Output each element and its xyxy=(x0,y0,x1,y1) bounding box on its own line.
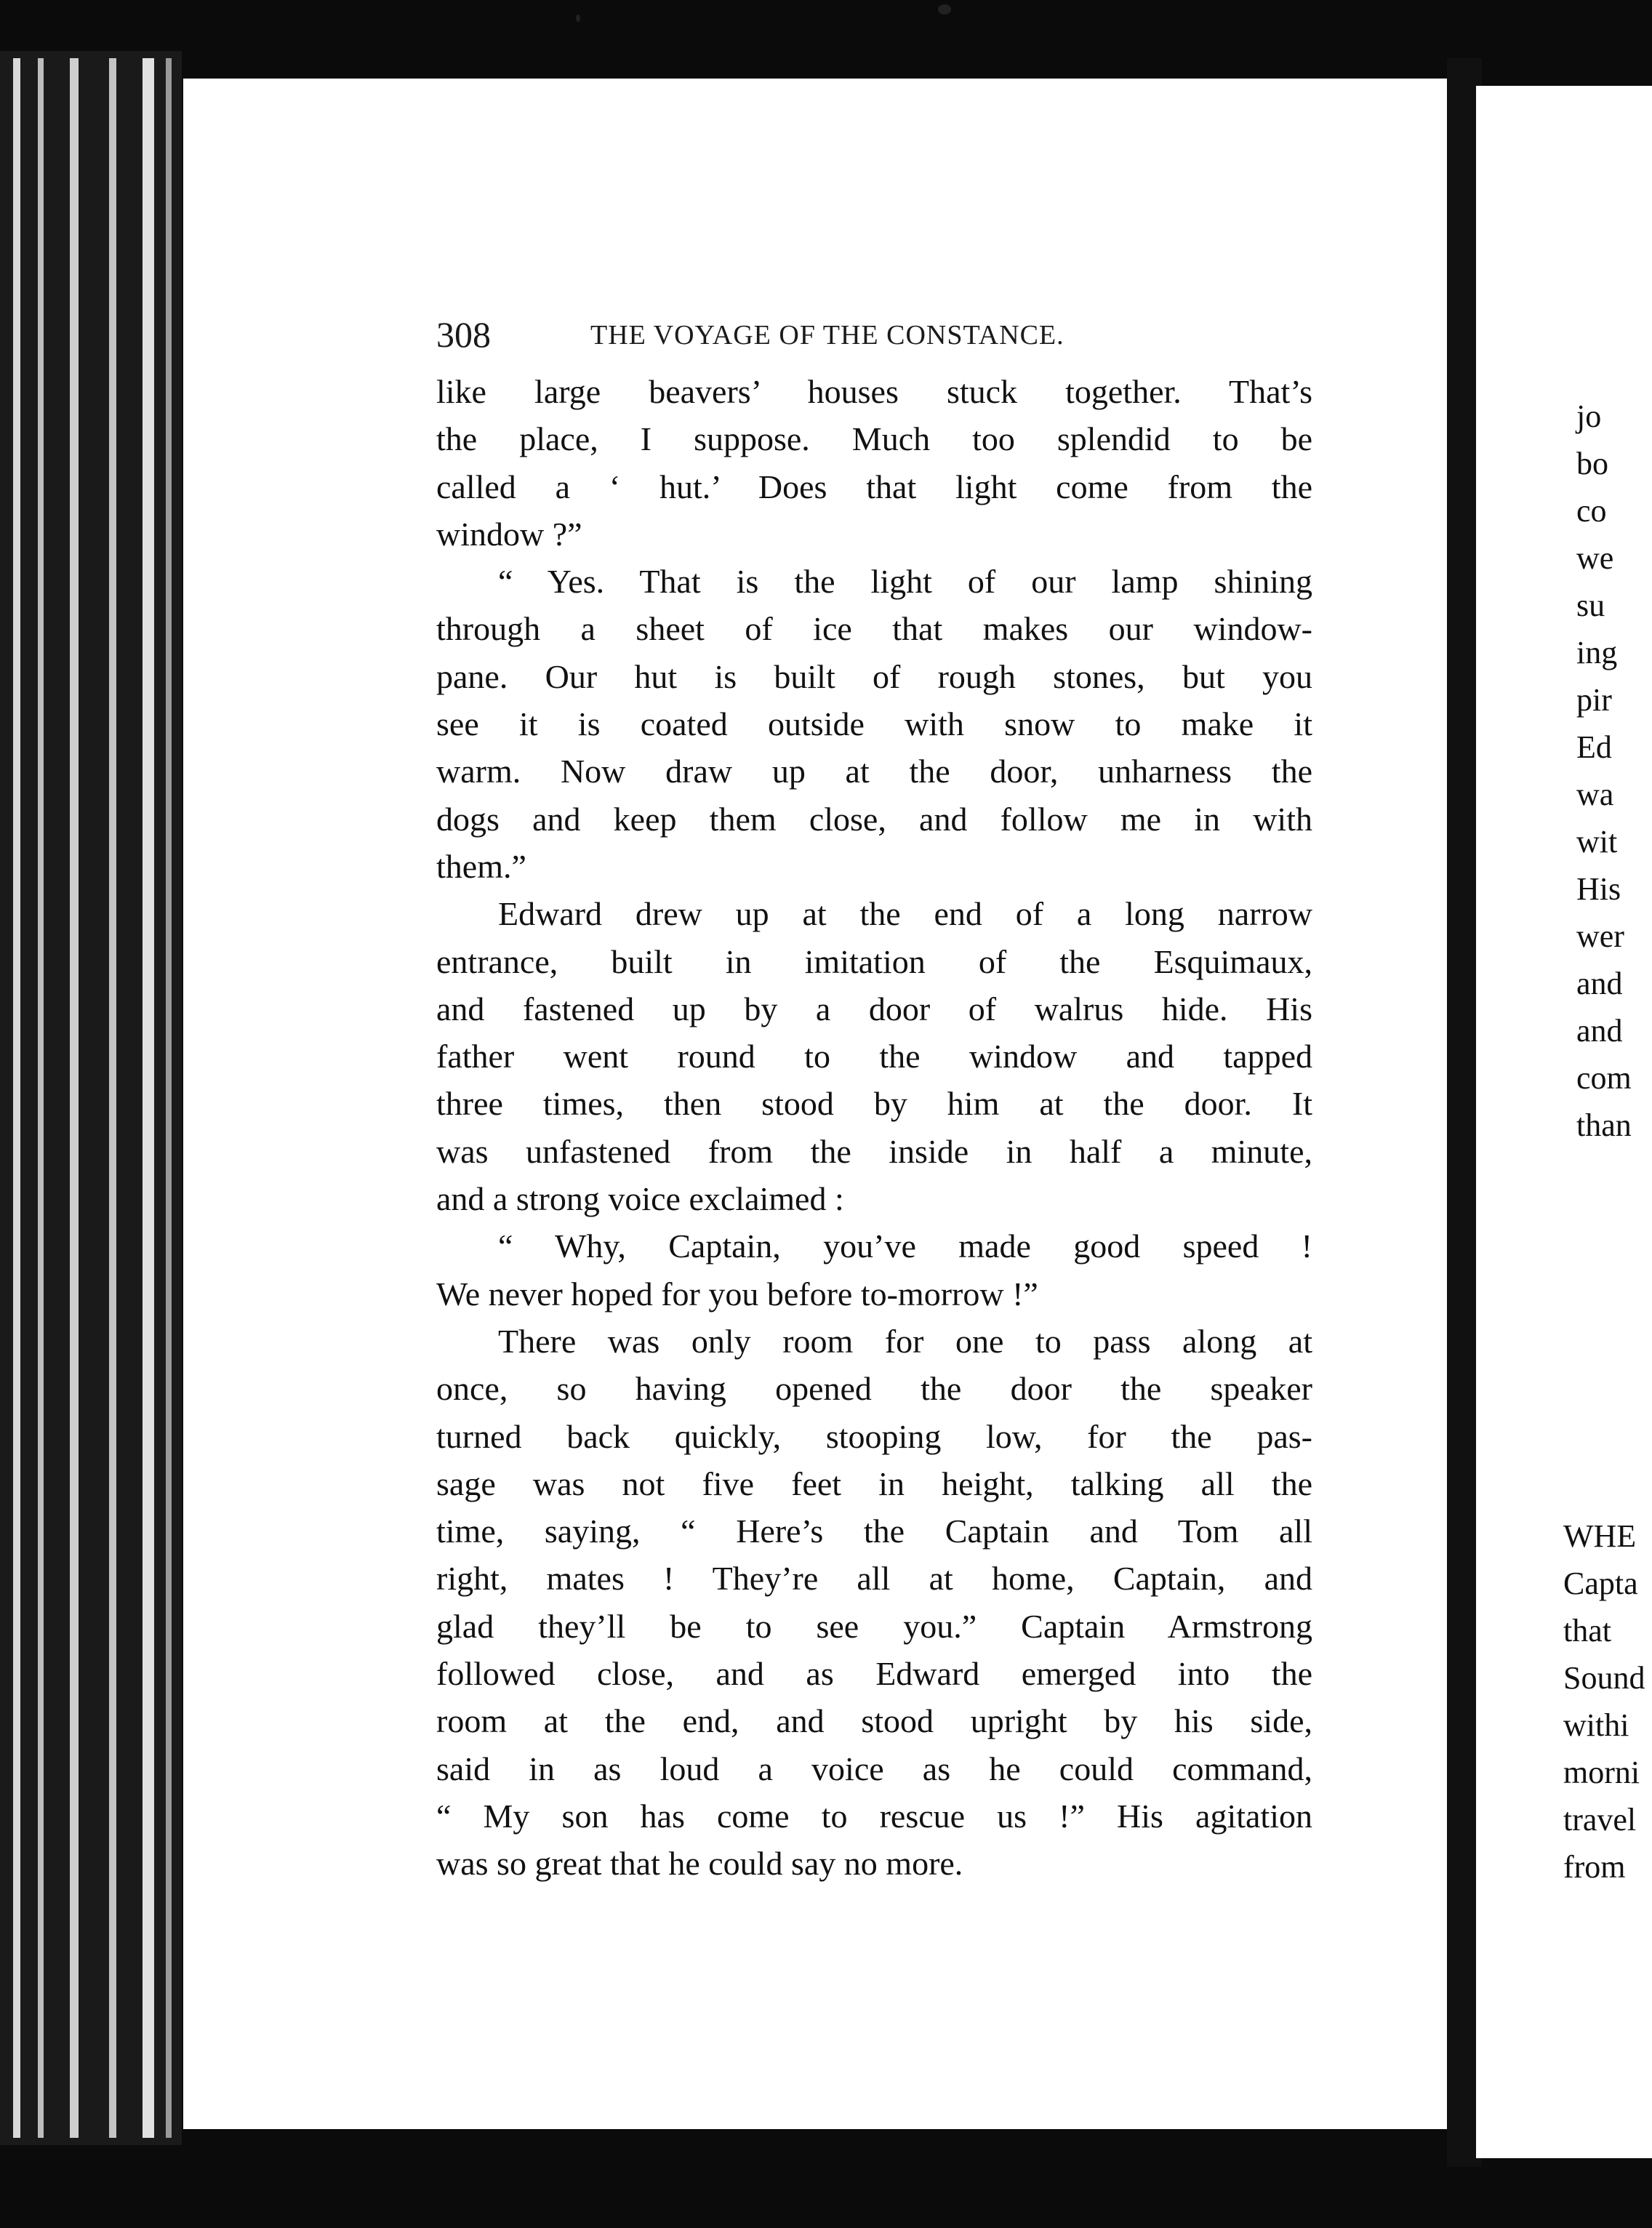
right-text-line: bo xyxy=(1576,446,1608,481)
text-line: was unfastened from the inside in half a minute, xyxy=(436,1132,1312,1170)
right-text-line: pir xyxy=(1576,682,1612,718)
right-text-line: ing xyxy=(1576,635,1618,670)
right-text-line: and xyxy=(1576,1013,1623,1049)
ink-speck xyxy=(938,4,951,15)
text-line: There was only room for one to pass along at xyxy=(498,1322,1312,1360)
text-line: called a ‘ hut.’ Does that light come from the xyxy=(436,468,1312,505)
right-text-line: from xyxy=(1563,1849,1626,1885)
text-line: Edward drew up at the end of a long narrow xyxy=(498,895,1312,933)
right-text-line: Ed xyxy=(1576,729,1612,765)
body-text xyxy=(436,368,1312,1888)
ink-speck xyxy=(576,15,580,22)
right-text-line: su xyxy=(1576,588,1605,623)
text-line: them.” xyxy=(436,847,526,885)
right-text-line: that xyxy=(1563,1613,1611,1648)
text-line: window ?” xyxy=(436,515,582,553)
right-text-line: co xyxy=(1576,493,1607,529)
text-line: entrance, built in imitation of the Esquimaux, xyxy=(436,942,1312,980)
text-line: once, so having opened the door the speaker xyxy=(436,1370,1312,1408)
right-text-line: jo xyxy=(1576,398,1602,434)
right-text-line: wit xyxy=(1576,824,1618,859)
page-edge xyxy=(109,58,116,2138)
text-line: father went round to the window and tapped xyxy=(436,1038,1312,1075)
text-line: three times, then stood by him at the door. It xyxy=(436,1085,1312,1123)
right-text-line: com xyxy=(1576,1060,1632,1096)
text-line: followed close, and as Edward emerged into the xyxy=(436,1655,1312,1693)
page-header xyxy=(436,313,1312,356)
text-line: warm. Now draw up at the door, unharness the xyxy=(436,753,1312,790)
page-edge xyxy=(38,58,44,2138)
right-text-line: than xyxy=(1576,1107,1632,1143)
text-line: see it is coated outside with snow to make it xyxy=(436,705,1312,743)
right-text-line: His xyxy=(1576,871,1621,907)
text-line: right, mates ! They’re all at home, Captain, and xyxy=(436,1560,1312,1598)
right-page-text-lower xyxy=(1563,1512,1652,1891)
text-line: said in as loud a voice as he could command, xyxy=(436,1750,1312,1787)
right-text-line: withi xyxy=(1563,1707,1629,1743)
text-line: “ Yes. That is the light of our lamp shining xyxy=(498,563,1312,601)
text-line: sage was not five feet in height, talking all the xyxy=(436,1464,1312,1502)
text-line: the place, I suppose. Much too splendid to be xyxy=(436,420,1312,458)
text-line: was so great that he could say no more. xyxy=(436,1845,963,1883)
text-line: turned back quickly, stooping low, for the pas- xyxy=(436,1417,1312,1455)
page-number: 308 xyxy=(436,314,491,355)
text-line: pane. Our hut is built of rough stones, but you xyxy=(436,657,1312,695)
right-text-line: Capta xyxy=(1563,1566,1638,1601)
text-line: dogs and keep them close, and follow me in with xyxy=(436,800,1312,838)
text-line: room at the end, and stood upright by his side, xyxy=(436,1702,1312,1740)
page-edge xyxy=(143,58,154,2138)
right-text-line: WHE xyxy=(1563,1518,1637,1554)
right-text-line: wa xyxy=(1576,777,1614,812)
right-text-line: morni xyxy=(1563,1755,1640,1790)
text-line: through a sheet of ice that makes our window- xyxy=(436,610,1312,648)
text-line: glad they’ll be to see you.” Captain Armstrong xyxy=(436,1607,1312,1645)
text-line: and fastened up by a door of walrus hide. His xyxy=(436,990,1312,1027)
book-spine xyxy=(0,51,182,2145)
right-text-line: and xyxy=(1576,966,1623,1001)
page-edge xyxy=(13,58,20,2138)
right-text-line: travel xyxy=(1563,1802,1637,1838)
text-line: We never hoped for you before to-morrow !” xyxy=(436,1275,1038,1313)
text-line: “ My son has come to rescue us !” His agitation xyxy=(436,1797,1312,1835)
right-text-line: Sound xyxy=(1563,1660,1645,1696)
running-title: THE VOYAGE OF THE CONSTANCE. xyxy=(590,320,1064,350)
text-line: “ Why, Captain, you’ve made good speed ! xyxy=(498,1227,1312,1265)
right-text-line: wer xyxy=(1576,918,1624,954)
text-line: like large beavers’ houses stuck together. That’s xyxy=(436,373,1312,410)
right-text-line: we xyxy=(1576,540,1614,576)
text-line: and a strong voice exclaimed : xyxy=(436,1180,844,1218)
page-edge xyxy=(166,58,172,2138)
right-page-text-upper xyxy=(1576,393,1652,1149)
page-edge xyxy=(70,58,79,2138)
text-line: time, saying, “ Here’s the Captain and Tom all xyxy=(436,1512,1312,1550)
